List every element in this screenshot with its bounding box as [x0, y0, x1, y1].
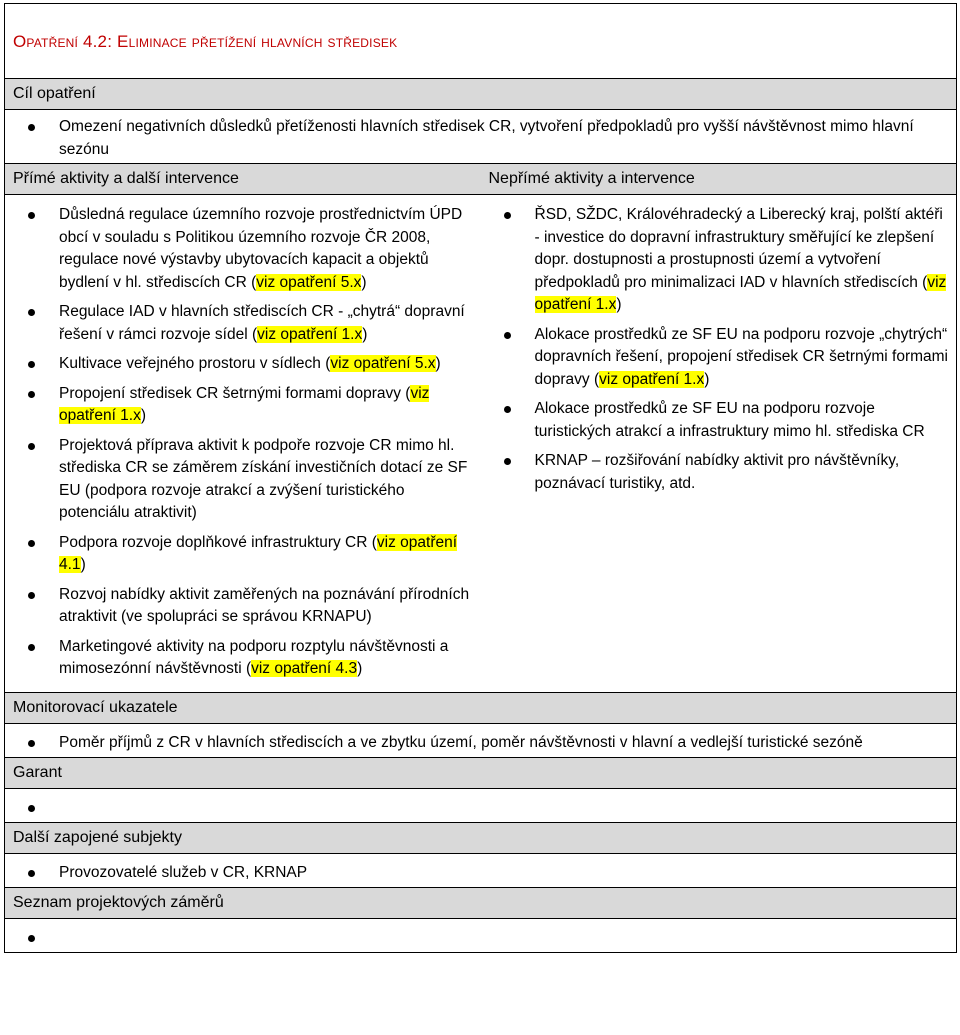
cross-reference: viz opatření 5.x — [256, 273, 362, 291]
indirect-heading: Nepřímé aktivity a intervence — [481, 164, 957, 195]
list-item: Provozovatelé služeb v CR, KRNAP — [13, 862, 948, 885]
cross-reference: viz opatření 4.3 — [251, 660, 358, 677]
bullet-icon — [504, 406, 511, 413]
measure-table — [4, 3, 957, 953]
cross-reference: viz opatření 4.1 — [59, 533, 458, 573]
list-item: Alokace prostředků ze SF EU na podporu rozvoje turistických atrakcí a infrastruktury mimo hl. střediska CR — [489, 398, 949, 443]
bullet-icon — [28, 740, 35, 747]
cross-reference: viz opatření 1.x — [534, 273, 947, 313]
list-item: Podpora rozvoje doplňkové infrastruktury CR (viz opatření 4.1) — [13, 532, 473, 577]
goal-heading: Cíl opatření — [5, 79, 957, 110]
bullet-icon — [28, 443, 35, 450]
goal-list — [13, 116, 948, 161]
bullet-icon — [504, 458, 511, 465]
bullet-icon — [28, 391, 35, 398]
indirect-list — [489, 204, 949, 495]
projects-heading: Seznam projektových záměrů — [5, 887, 957, 918]
list-item: ŘSD, SŽDC, Královéhradecký a Liberecký kraj, polští aktéři - investice do dopravní infrastruktury směřující ke zlepšení dopr. dostupnosti a prostupnosti území a vytvoření předpokladů pro minimalizaci IAD v hlavních střediscích (viz opatření 1.x) — [489, 204, 949, 317]
list-item: Marketingové aktivity na podporu rozptylu návštěvnosti a mimosezónní návštěvnosti (viz opatření 4.3) — [13, 636, 473, 681]
bullet-icon — [504, 212, 511, 219]
bullet-icon — [504, 332, 511, 339]
direct-list — [13, 204, 473, 681]
list-item: Propojení středisek CR šetrnými formami dopravy (viz opatření 1.x) — [13, 383, 473, 428]
cross-reference: viz opatření 1.x — [257, 325, 363, 343]
list-item: Alokace prostředků ze SF EU na podporu rozvoje „chytrých“ dopravních řešení, propojení středisek CR šetrnými formami dopravy (viz opatření 1.x) — [489, 324, 949, 392]
subjects-cell — [5, 853, 957, 887]
list-item: Projektová příprava aktivit k podpoře rozvoje CR mimo hl. střediska CR se záměrem získání investičních dotací ze SF EU (podpora rozvoje atrakcí a zvýšení turistického potenciálu atraktivit) — [13, 435, 473, 525]
indirect-cell — [481, 195, 957, 693]
list-item: Důsledná regulace územního rozvoje prostřednictvím ÚPD obcí v souladu s Politikou územního rozvoje ČR 2008, regulace nové výstavby ubytovacích kapacit a objektů bydlení v hl. střediscích CR (viz opatření 5.x) — [13, 204, 473, 294]
title-cell — [5, 4, 957, 79]
goal-cell — [5, 110, 957, 164]
bullet-icon — [28, 124, 35, 131]
cross-reference: viz opatření 1.x — [599, 370, 705, 388]
monitoring-heading: Monitorovací ukazatele — [5, 692, 957, 723]
page-title: Opatření 4.2: Eliminace přetížení hlavních středisek — [13, 32, 398, 51]
projects-cell — [5, 918, 957, 952]
bullet-icon — [28, 361, 35, 368]
bullet-icon — [28, 540, 35, 547]
list-item: Poměr příjmů z CR v hlavních střediscích a ve zbytku území, poměr návštěvnosti v hlavní a vedlejší turistické sezóně — [13, 732, 948, 755]
list-item: Kultivace veřejného prostoru v sídlech (viz opatření 5.x) — [13, 353, 473, 376]
bullet-icon — [28, 870, 35, 877]
bullet-icon — [28, 805, 35, 812]
subjects-heading: Další zapojené subjekty — [5, 822, 957, 853]
guarantor-cell — [5, 788, 957, 822]
list-item: Rozvoj nabídky aktivit zaměřených na poznávání přírodních atraktivit (ve spolupráci se správou KRNAPU) — [13, 584, 473, 629]
list-item: Regulace IAD v hlavních střediscích CR - „chytrá“ dopravní řešení v rámci rozvoje sídel (viz opatření 1.x) — [13, 301, 473, 346]
bullet-icon — [28, 644, 35, 651]
bullet-icon — [28, 212, 35, 219]
guarantor-heading: Garant — [5, 757, 957, 788]
bullet-icon — [28, 309, 35, 316]
cross-reference: viz opatření 1.x — [59, 384, 430, 424]
bullet-icon — [28, 935, 35, 942]
list-item: Omezení negativních důsledků přetíženosti hlavních středisek CR, vytvoření předpokladů pro vyšší návštěvnost mimo hlavní sezónu — [13, 116, 948, 161]
direct-heading: Přímé aktivity a další intervence — [5, 164, 481, 195]
list-item: KRNAP – rozšiřování nabídky aktivit pro návštěvníky, poznávací turistiky, atd. — [489, 450, 949, 495]
bullet-icon — [28, 592, 35, 599]
cross-reference: viz opatření 5.x — [330, 355, 436, 372]
monitoring-cell — [5, 723, 957, 757]
direct-cell — [5, 195, 481, 693]
